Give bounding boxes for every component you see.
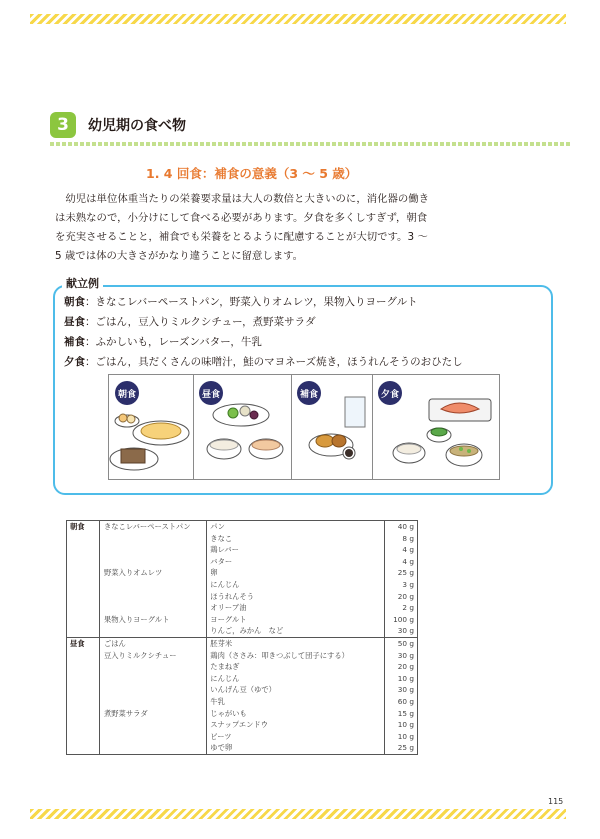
ingredient-cell: にんじん — [210, 673, 240, 683]
page-number: 115 — [548, 797, 564, 806]
dish-cell — [104, 556, 206, 568]
paragraph-line: は未熟なので，小分けにして食べる必要があります。夕食を多くしすぎず，朝食 — [55, 212, 428, 224]
ingredient-cell: ゆで卵 — [210, 743, 233, 753]
meal-cell — [67, 521, 100, 637]
dish-cell — [104, 731, 206, 743]
dish-column — [100, 638, 207, 754]
breakfast-food-illustration — [110, 414, 189, 470]
dish-cell: きなこレバーペーストパン — [103, 522, 191, 531]
dish-cell: 野菜入りオムレツ — [103, 568, 163, 578]
meal-label: 朝食 — [70, 522, 85, 531]
menu-line-dinner — [64, 354, 463, 369]
dish-cell — [104, 719, 206, 731]
table-block-lunch — [67, 638, 417, 754]
dish-cell — [104, 591, 206, 603]
ingredient-cell: スナップエンドウ — [210, 720, 268, 730]
ingredient-cell: いんげん豆（ゆで） — [210, 685, 276, 695]
amount-cell: 10 g — [397, 673, 414, 683]
amount-cell: 4 g — [402, 556, 414, 566]
ingredient-cell: たまねぎ — [210, 662, 240, 672]
dish-cell — [104, 684, 206, 696]
ingredient-cell: 鶏肉（ささみ：叩きつぶして団子にする） — [210, 650, 349, 660]
menu-line-breakfast — [64, 294, 418, 309]
dish-cell: 煮野菜サラダ — [103, 708, 148, 718]
dish-cell — [104, 579, 206, 591]
ingredient-cell: 鶏レバー — [210, 545, 239, 555]
amount-cell: 10 g — [397, 731, 414, 741]
snack-food-illustration — [309, 397, 365, 459]
ingredient-cell: きなこ — [210, 533, 233, 543]
ingredient-cell: ヨーグルト — [210, 614, 247, 624]
amount-cell: 30 g — [397, 626, 414, 636]
meal-cell — [67, 638, 100, 754]
dish-cell: 果物入りヨーグルト — [103, 614, 170, 624]
dish-cell — [104, 673, 206, 685]
section-number: 3 — [50, 112, 76, 138]
meal-label: 昼食 — [70, 638, 85, 648]
amount-cell: 30 g — [397, 650, 414, 660]
paragraph-line: を充実させることと，補食でも栄養をとるように配慮することが大切です。3 ～ — [55, 231, 428, 243]
food-illustrations — [109, 375, 499, 479]
amount-cell: 25 g — [397, 568, 414, 578]
ingredient-cell: じゃがいも — [210, 708, 247, 718]
ingredient-cell: 卵 — [210, 568, 218, 578]
badge-lunch: 昼食 — [199, 381, 223, 405]
bottom-stripe — [30, 809, 566, 819]
subsection-title: 1. 4 回食：補食の意義（3 ～ 5 歳） — [146, 166, 358, 181]
amount-cell: 15 g — [397, 708, 414, 718]
top-stripe — [30, 14, 566, 24]
ingredient-cell: にんじん — [210, 579, 240, 589]
menu-text: ：きなこレバーペーストパン，野菜入りオムレツ，果物入りヨーグルト — [85, 296, 418, 308]
menu-label: 補食 — [64, 336, 85, 348]
amount-cell: 8 g — [402, 533, 414, 543]
ingredient-cell: ビーツ — [210, 731, 232, 741]
amount-column — [385, 521, 417, 637]
amount-column — [385, 638, 417, 754]
ingredient-cell: バター — [210, 556, 233, 566]
badge-dinner: 夕食 — [378, 381, 402, 405]
dish-column — [100, 521, 207, 637]
section-heading — [50, 112, 186, 138]
menu-label: 昼食 — [64, 316, 85, 328]
amount-cell: 10 g — [397, 720, 414, 730]
dish-cell — [104, 533, 206, 545]
ingredient-column — [207, 521, 385, 637]
menu-label: 夕食 — [64, 356, 85, 368]
intro-paragraph — [55, 190, 567, 266]
paragraph-line: 幼児は単位体重当たりの栄養要求量は大人の数倍と大きいのに，消化器の働き — [55, 193, 430, 205]
section-rule — [50, 142, 570, 146]
ingredient-table — [66, 520, 418, 755]
dish-cell — [104, 742, 206, 754]
ingredient-cell: 胚芽米 — [210, 638, 233, 648]
amount-cell: 2 g — [402, 603, 414, 613]
amount-cell: 60 g — [397, 696, 414, 706]
badge-snack: 補食 — [297, 381, 321, 405]
menu-line-lunch — [64, 314, 316, 329]
menu-text: ：ごはん，具だくさんの味噌汁，鮭のマヨネーズ焼き，ほうれんそうのおひたし — [85, 356, 463, 368]
menu-label: 朝食 — [64, 296, 85, 308]
dish-cell: ごはん — [103, 638, 126, 648]
amount-cell: 100 g — [393, 614, 414, 624]
amount-cell: 25 g — [397, 743, 414, 753]
ingredient-cell: ほうれんそう — [210, 591, 255, 601]
lunch-food-illustration — [207, 404, 283, 459]
amount-cell: 20 g — [397, 591, 414, 601]
section-title: 幼児期の食べ物 — [88, 118, 186, 134]
amount-cell: 20 g — [397, 662, 414, 672]
dinner-food-illustration — [393, 399, 491, 466]
menu-text: ：ごはん，豆入りミルクシチュー，煮野菜サラダ — [85, 316, 316, 328]
dish-cell — [104, 602, 206, 614]
ingredient-cell: 牛乳 — [210, 696, 225, 706]
dish-cell — [104, 544, 206, 556]
ingredient-cell: オリーブ油 — [210, 603, 247, 613]
ingredient-column — [207, 638, 385, 754]
table-block-breakfast — [67, 521, 417, 638]
menu-example-tag: 献立例 — [62, 275, 103, 291]
menu-text: ：ふかしいも，レーズンバター，牛乳 — [85, 336, 262, 348]
amount-cell: 30 g — [397, 685, 414, 695]
dish-cell — [104, 661, 206, 673]
meal-illustration-strip — [108, 374, 500, 480]
ingredient-cell: パン — [210, 522, 225, 531]
amount-cell: 50 g — [397, 638, 414, 648]
menu-line-snack — [64, 334, 262, 349]
badge-breakfast: 朝食 — [115, 381, 139, 405]
dish-cell — [104, 625, 206, 637]
amount-cell: 4 g — [402, 545, 414, 555]
dish-cell: 豆入りミルクシチュー — [103, 650, 177, 660]
ingredient-cell: りんご，みかん など — [210, 626, 284, 636]
amount-cell: 40 g — [397, 522, 414, 531]
paragraph-line: 5 歳では体の大きさがかなり違うことに留意します。 — [55, 250, 304, 262]
dish-cell — [104, 696, 206, 708]
amount-cell: 3 g — [402, 579, 414, 589]
